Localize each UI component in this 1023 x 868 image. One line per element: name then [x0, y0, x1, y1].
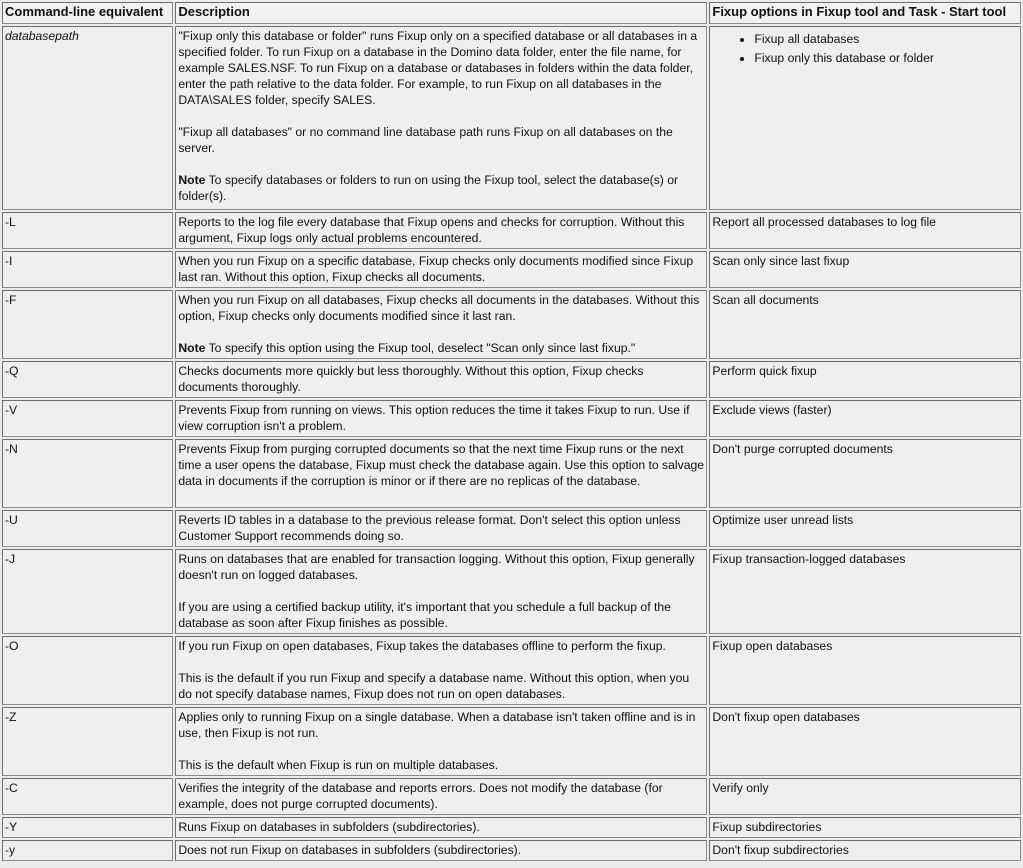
- description-text: "Fixup only this database or folder" runs Fixup only on a specified database or all databases in a specified folder. To run Fixup on a database in the Domino data folder, enter the file name, for example SALES.NSF. To run Fixup on a database or databases in folders within the data folder, enter the path relative to the data folder. For example, to run Fixup on all databases in the DATA\SALES folder, specify SALES.: [178, 29, 698, 107]
- option-cell: [709, 290, 1021, 359]
- description-text: When you run Fixup on all databases, Fixup checks all documents in the databases. Without this option, Fixup checks only documents modified since it last ran.: [178, 293, 700, 323]
- table-row: [2, 212, 1021, 249]
- note-label: Note: [178, 341, 206, 355]
- option-cell: [709, 361, 1021, 398]
- description-text: Reports to the log file every database that Fixup opens and checks for corruption. Without this argument, Fixup logs only actual problems encountered.: [178, 215, 685, 245]
- option-text: Don't purge corrupted documents: [712, 442, 893, 456]
- option-text: Exclude views (faster): [712, 403, 832, 417]
- description-paragraph: [178, 599, 704, 631]
- command-cell: [2, 212, 173, 249]
- table-row: [2, 439, 1021, 508]
- command-text: -V: [5, 403, 18, 417]
- option-text: Optimize user unread lists: [712, 513, 854, 527]
- description-cell: [175, 549, 707, 634]
- command-text: -O: [5, 639, 19, 653]
- command-cell: [2, 636, 173, 705]
- command-text: databasepath: [5, 29, 79, 43]
- description-text: If you are using a certified backup utility, it's important that you schedule a full backup of the database as soon after Fixup finishes as possible.: [178, 600, 671, 630]
- option-text: Verify only: [712, 781, 769, 795]
- option-cell: [709, 707, 1021, 776]
- option-text: Fixup open databases: [712, 639, 833, 653]
- command-cell: [2, 290, 173, 359]
- note-label: Note: [178, 173, 206, 187]
- option-cell: [709, 778, 1021, 815]
- description-paragraph: [178, 363, 704, 395]
- description-paragraph: [178, 124, 704, 156]
- command-text: -J: [5, 552, 16, 566]
- description-text: Verifies the integrity of the database and reports errors. Does not modify the database (for example, does not purge corrupted documents).: [178, 781, 663, 811]
- option-list-item: • Fixup only this database or folder: [754, 49, 1018, 68]
- command-text: -Y: [5, 820, 18, 834]
- description-paragraph: [178, 638, 704, 654]
- command-cell: [2, 400, 173, 437]
- option-cell: [709, 400, 1021, 437]
- description-paragraph: [178, 340, 704, 356]
- option-text: Report all processed databases to log file: [712, 215, 936, 229]
- description-paragraph: [178, 214, 704, 246]
- table-row: [2, 840, 1021, 861]
- option-cell: [709, 636, 1021, 705]
- table-row: [2, 707, 1021, 776]
- description-paragraph: [178, 512, 704, 544]
- description-cell: [175, 26, 707, 210]
- description-text: Prevents Fixup from running on views. This option reduces the time it takes Fixup to run. Use if view corruption isn't a problem.: [178, 403, 690, 433]
- description-text: This is the default when Fixup is run on multiple databases.: [178, 758, 499, 772]
- table-row: [2, 549, 1021, 634]
- table-row: [2, 26, 1021, 210]
- option-cell: [709, 840, 1021, 861]
- description-paragraph: [178, 402, 704, 434]
- description-paragraph: [178, 253, 704, 285]
- command-cell: [2, 817, 173, 838]
- table-row: [2, 400, 1021, 437]
- command-cell: [2, 707, 173, 776]
- description-text: This is the default if you run Fixup and specify a database name. Without this option, when you do not specify database names, Fixup does not run on open databases.: [178, 671, 690, 701]
- option-cell: [709, 26, 1021, 210]
- command-cell: [2, 26, 173, 210]
- description-text: "Fixup all databases" or no command line database path runs Fixup on all databases on the server.: [178, 125, 673, 155]
- option-text: Scan all documents: [712, 293, 819, 307]
- table-row: [2, 510, 1021, 547]
- table-row: [2, 778, 1021, 815]
- option-cell: [709, 439, 1021, 508]
- command-cell: [2, 840, 173, 861]
- description-paragraph: [178, 441, 704, 489]
- description-cell: [175, 212, 707, 249]
- description-cell: [175, 707, 707, 776]
- option-list-item: • Fixup all databases: [754, 30, 1018, 49]
- option-list: [712, 30, 1018, 68]
- table-row: [2, 636, 1021, 705]
- command-text: -N: [5, 442, 18, 456]
- description-text: To specify this option using the Fixup tool, deselect "Scan only since last fixup.": [205, 341, 636, 355]
- option-text: Fixup subdirectories: [712, 820, 822, 834]
- header-command: Command-line equivalent: [2, 2, 173, 24]
- command-text: -U: [5, 513, 18, 527]
- table-row: [2, 290, 1021, 359]
- header-description: Description: [175, 2, 707, 24]
- description-paragraph: [178, 780, 704, 812]
- table-row: [2, 251, 1021, 288]
- description-text: If you run Fixup on open databases, Fixup takes the databases offline to perform the fixup.: [178, 639, 666, 653]
- description-cell: [175, 636, 707, 705]
- header-row: [2, 2, 1021, 24]
- command-text: -F: [5, 293, 17, 307]
- description-cell: [175, 400, 707, 437]
- option-cell: [709, 817, 1021, 838]
- description-paragraph: [178, 842, 704, 858]
- option-cell: [709, 549, 1021, 634]
- description-cell: [175, 361, 707, 398]
- option-cell: [709, 251, 1021, 288]
- command-text: -I: [5, 254, 13, 268]
- description-cell: [175, 510, 707, 547]
- description-cell: [175, 290, 707, 359]
- option-text: Don't fixup subdirectories: [712, 843, 849, 857]
- command-text: -C: [5, 781, 18, 795]
- option-text: Scan only since last fixup: [712, 254, 850, 268]
- description-text: Applies only to running Fixup on a single database. When a database isn't taken offline and is in use, then Fixup is not run.: [178, 710, 696, 740]
- command-cell: [2, 549, 173, 634]
- description-paragraph: [178, 819, 704, 835]
- command-cell: [2, 361, 173, 398]
- description-cell: [175, 817, 707, 838]
- command-text: -y: [5, 843, 16, 857]
- description-paragraph: [178, 757, 704, 773]
- command-cell: [2, 251, 173, 288]
- command-cell: [2, 510, 173, 547]
- command-cell: [2, 778, 173, 815]
- description-text: Prevents Fixup from purging corrupted documents so that the next time Fixup runs or the next time a user opens the database, Fixup must check the database again. Use this option to salvage data in documents if the corruption is minor or if there are no replicas of the database.: [178, 442, 705, 488]
- table-row: [2, 817, 1021, 838]
- description-paragraph: [178, 551, 704, 583]
- description-cell: [175, 439, 707, 508]
- description-paragraph: [178, 670, 704, 702]
- description-text: To specify databases or folders to run on using the Fixup tool, select the database(s) or folder(s).: [178, 173, 679, 203]
- description-text: When you run Fixup on a specific database, Fixup checks only documents modified since Fixup last ran. Without this option, Fixup checks all documents.: [178, 254, 694, 284]
- table-row: [2, 361, 1021, 398]
- option-text: Fixup transaction-logged databases: [712, 552, 906, 566]
- description-text: Runs on databases that are enabled for transaction logging. Without this option, Fixup generally doesn't run on logged databases.: [178, 552, 695, 582]
- command-text: -Q: [5, 364, 19, 378]
- option-cell: [709, 510, 1021, 547]
- header-options: Fixup options in Fixup tool and Task - Start tool: [709, 2, 1021, 24]
- description-cell: [175, 840, 707, 861]
- description-paragraph: [178, 292, 704, 324]
- command-text: -Z: [5, 710, 17, 724]
- command-text: -L: [5, 215, 16, 229]
- option-text: Perform quick fixup: [712, 364, 817, 378]
- description-text: Does not run Fixup on databases in subfolders (subdirectories).: [178, 843, 522, 857]
- description-paragraph: [178, 172, 704, 204]
- description-text: Checks documents more quickly but less thoroughly. Without this option, Fixup checks documents thoroughly.: [178, 364, 644, 394]
- description-cell: [175, 251, 707, 288]
- description-paragraph: [178, 28, 704, 108]
- description-text: Reverts ID tables in a database to the previous release format. Don't select this option unless Customer Support recommends doing so.: [178, 513, 681, 543]
- option-cell: [709, 212, 1021, 249]
- description-paragraph: [178, 709, 704, 741]
- option-text: Don't fixup open databases: [712, 710, 860, 724]
- description-cell: [175, 778, 707, 815]
- description-text: Runs Fixup on databases in subfolders (subdirectories).: [178, 820, 480, 834]
- command-cell: [2, 439, 173, 508]
